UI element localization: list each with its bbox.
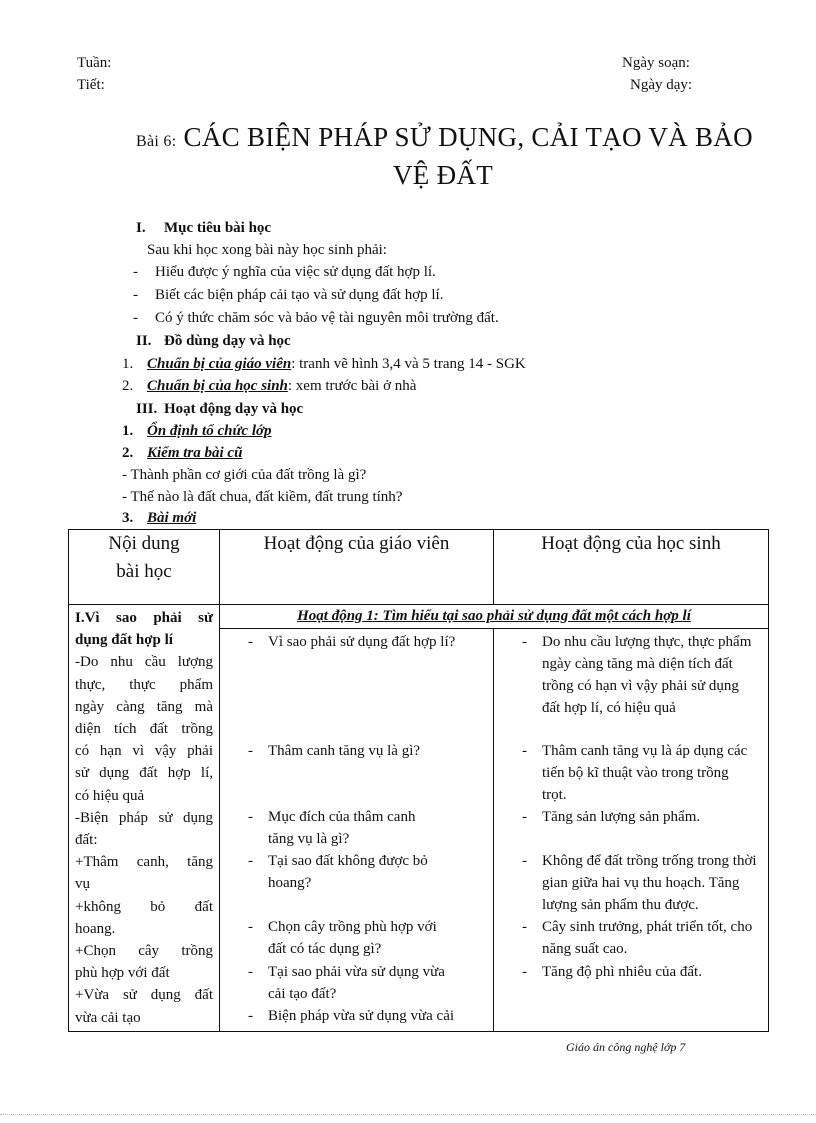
list-dash: - (522, 919, 527, 936)
list-dash: - (248, 964, 253, 981)
review-question: - Thành phần cơ giới của đất trồng là gì? (122, 467, 367, 483)
review-question: - Thế nào là đất chua, đất kiềm, đất trung tính? (122, 489, 403, 505)
section-1-intro: Sau khi học xong bài này học sinh phải: (147, 242, 387, 258)
content-line: ngày càng tăng mà (75, 698, 213, 715)
s3-sub-1: Ổn định tổ chức lớp (147, 423, 272, 439)
content-line: vừa cải tạo (75, 1009, 141, 1026)
header-content (69, 530, 220, 605)
student-answer-text: Cây sinh trưởng, phát triển tốt, cho năng suất cao. (542, 919, 753, 958)
prep-date-label: Ngày soạn: (622, 55, 690, 71)
list-dash: - (133, 310, 138, 326)
list-dash: - (248, 743, 253, 760)
list-dash: - (522, 964, 527, 981)
s3-sub-2-num: 2. (122, 445, 134, 461)
period-label: Tiết: (77, 77, 105, 93)
s3-sub-3: Bài mới (147, 510, 197, 526)
student-answer-text: Tăng độ phì nhiêu của đất. (542, 964, 702, 981)
content-line: +Vừa sử dụng đất (75, 987, 213, 1004)
content-line: hoang. (75, 920, 116, 937)
content-line: +không bỏ đất (75, 898, 213, 915)
teach-date-label: Ngày dạy: (630, 77, 693, 93)
teacher-cell (220, 629, 494, 1032)
list-dash: - (248, 634, 253, 651)
content-line: thực, thực phẩm (75, 676, 213, 693)
student-cell (494, 629, 769, 1032)
content-line: đất: (75, 832, 98, 849)
student-answer-text: Do nhu cầu lượng thực, thực phẩm ngày càng tăng mà diện tích đất trồng có hạn vì vậy phải sử dụng đất hợp lí, có hiệu quả (542, 634, 752, 717)
content-line: +Chọn cây trồng (75, 943, 213, 960)
content-line: -Do nhu cầu lượng (75, 654, 213, 671)
s2-item-2-text: : xem trước bài ở nhà (287, 378, 417, 394)
activity-title: Hoạt động 1: Tìm hiểu tại sao phải sử dụng đất một cách hợp lí (220, 605, 769, 629)
header-student: Hoạt động của học sinh (494, 530, 769, 605)
section-3-title: Hoạt động dạy và học (164, 401, 304, 417)
teacher-question-text: Chọn cây trồng phù hợp với đất có tác dụng gì? (268, 919, 437, 958)
content-line: vụ (75, 876, 90, 893)
student-answer (494, 631, 768, 740)
student-answer (494, 806, 768, 850)
teacher-question-text: Biện pháp vừa sử dụng vừa cải (268, 1008, 455, 1025)
teacher-question-text: Vì sao phải sử dụng đất hợp lí? (268, 634, 456, 651)
header-teacher: Hoạt động của giáo viên (220, 530, 494, 605)
list-dash: - (248, 809, 253, 826)
teacher-question (220, 916, 493, 961)
list-dash: - (133, 264, 138, 280)
objective-item: Biết các biện pháp cải tạo và sử dụng đất hợp lí. (155, 287, 444, 303)
page-divider (0, 1114, 816, 1115)
teacher-question-text: Tại sao đất không được bỏ hoang? (268, 853, 428, 892)
student-answer (494, 740, 768, 806)
teacher-question-text: Tại sao phải vừa sử dụng vừa cải tạo đất? (268, 964, 445, 1003)
teacher-question (220, 806, 493, 850)
teacher-question (220, 631, 493, 740)
list-dash: - (248, 919, 253, 936)
s2-item-1 (147, 356, 526, 373)
s2-item-2-label: Chuẩn bị của học sinh (147, 378, 288, 394)
teacher-question-text: Thâm canh tăng vụ là gì? (268, 743, 421, 760)
student-answer-text: Không để đất trồng trống trong thời gian giữa hai vụ thu hoạch. Tăng lượng sản phẩm thu được. (542, 853, 757, 914)
content-line: I.Vì sao phải sử (75, 610, 213, 626)
content-line: -Biện pháp sử dụng (75, 809, 213, 826)
section-3-numeral: III. (136, 401, 158, 417)
content-line: có hiệu quả (75, 787, 145, 804)
page-title (136, 122, 753, 153)
student-answer-text: Tăng sản lượng sản phẩm. (542, 809, 701, 826)
student-answer-text: Thâm canh tăng vụ là áp dụng các tiến bộ kĩ thuật vào trong trồng trọt. (542, 743, 748, 804)
s2-item-1-text: : tranh vẽ hình 3,4 và 5 trang 14 - SGK (291, 356, 526, 372)
content-line: diện tích đất trồng (75, 721, 213, 738)
teacher-list (220, 631, 493, 1027)
teacher-question (220, 850, 493, 916)
s3-sub-3-num: 3. (122, 510, 134, 526)
content-line: phù hợp với đất (75, 965, 170, 982)
table-body-row (69, 605, 769, 629)
list-dash: - (522, 853, 527, 870)
s3-sub-2: Kiểm tra bài cũ (147, 445, 243, 461)
section-1-title: Mục tiêu bài học (164, 220, 272, 236)
teacher-question-text: Mục đích của thâm canh tăng vụ là gì? (268, 809, 416, 848)
section-1-numeral: I. (136, 220, 146, 236)
list-dash: - (248, 853, 253, 870)
list-dash: - (522, 634, 527, 651)
student-answer (494, 916, 768, 961)
content-line: sử dụng đất hợp lí, (75, 765, 213, 782)
teacher-question (220, 961, 493, 1005)
teacher-question (220, 740, 493, 806)
page-footer: Giáo án công nghệ lớp 7 (566, 1040, 686, 1054)
content-cell (69, 605, 220, 1032)
content-line: +Thâm canh, tăng (75, 854, 213, 871)
list-dash: - (133, 287, 138, 303)
s3-sub-1-num: 1. (122, 423, 134, 439)
s2-item-1-num: 1. (122, 356, 134, 372)
s2-item-2-num: 2. (122, 378, 134, 394)
title-line-2: VỆ ĐẤT (393, 160, 494, 190)
s2-item-2 (147, 378, 416, 395)
student-list (494, 631, 768, 1005)
list-dash: - (248, 1008, 253, 1025)
content-line: dụng đất hợp lí (75, 632, 173, 649)
list-dash: - (522, 743, 527, 760)
week-label: Tuần: (77, 55, 112, 71)
section-2-title: Đồ dùng dạy và học (164, 333, 291, 349)
teacher-question (220, 1005, 493, 1027)
student-answer (494, 961, 768, 1005)
list-dash: - (522, 809, 527, 826)
lesson-number: Bài 6: (136, 133, 177, 150)
header-content-text: Nội dung bài học (108, 533, 180, 582)
section-2-numeral: II. (136, 333, 152, 349)
table-header-row (69, 530, 769, 605)
s2-item-1-label: Chuẩn bị của giáo viên (147, 356, 292, 372)
title-line-1: CÁC BIỆN PHÁP SỬ DỤNG, CẢI TẠO VÀ BẢO (183, 122, 753, 152)
student-answer (494, 850, 768, 916)
lesson-table (68, 529, 769, 1032)
objective-item: Hiểu được ý nghĩa của việc sử dụng đất hợp lí. (155, 264, 436, 280)
content-line: có hạn vì vậy phải (75, 743, 213, 760)
objective-item: Có ý thức chăm sóc và bảo vệ tài nguyên môi trường đất. (155, 310, 499, 326)
